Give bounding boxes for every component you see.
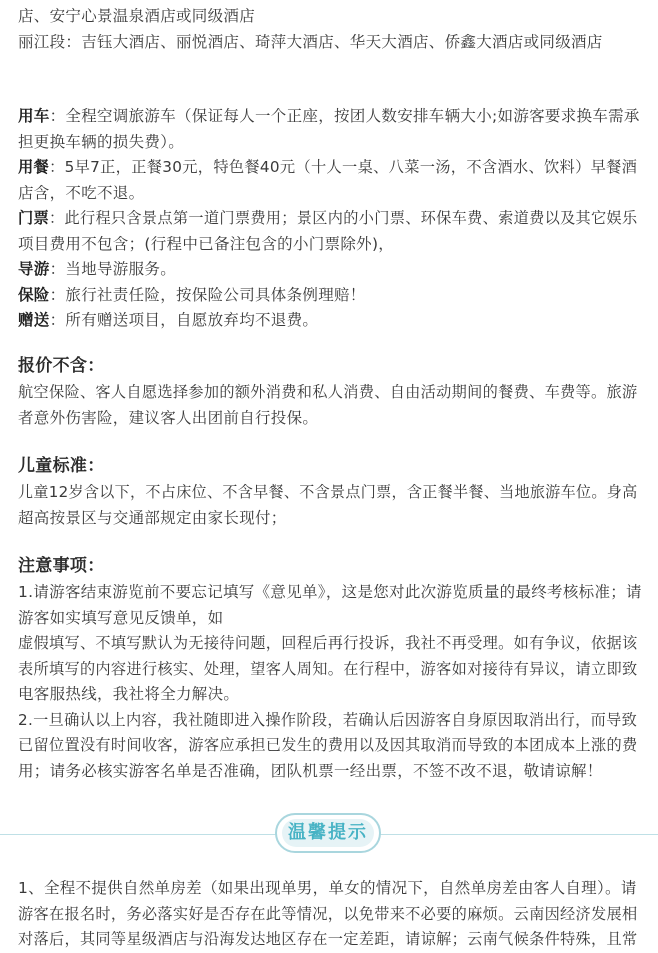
children-line-2: 超高按景区与交通部规定由家长现付；: [18, 508, 287, 527]
notes-list: [18, 580, 644, 784]
note-2-line-2: 已留位置没有时间收客，游客应承担已发生的费用以及因其取消而导致的本团成本上涨的费: [18, 736, 638, 754]
excluded-line-1: 航空保险、客人自愿选择参加的额外消费和私人消费、自由活动期间的餐费、车费等。旅游: [18, 383, 638, 401]
meals-text-1: ：5早7正，正餐30元，特色餐40元（十人一桌、八菜一汤，不含酒水、饮料）早餐酒: [49, 158, 638, 176]
meals-line-1: [18, 155, 644, 181]
hotel-line-lijiang: 丽江段：吉钰大酒店、丽悦酒店、琦萍大酒店、华天大酒店、侨鑫大酒店或同级酒店: [18, 32, 603, 51]
excluded-heading: 报价不含：: [18, 356, 105, 376]
hotel-line-1: 店、安宁心景温泉酒店或同级酒店: [18, 7, 256, 25]
tips-text: [18, 876, 644, 953]
children-text: [18, 480, 644, 531]
insurance-term: 保险: [18, 285, 50, 304]
included-services: [18, 104, 644, 334]
excluded-line-2: 者意外伤害险，建议客人出团前自行投保。: [18, 408, 319, 427]
tips-divider: [0, 810, 658, 858]
transport-term: 用车: [18, 107, 50, 125]
excluded-text: [18, 380, 644, 431]
note-1-line-1: 1.请游客结束游览前不要忘记填写《意见单》，这是您对此次游览质量的最终考核标准；请: [18, 583, 642, 601]
note-1-line-2: 游客如实填写意见反馈单，如: [18, 608, 224, 627]
guide-line: [18, 257, 644, 283]
gifts-term: 赠送: [18, 311, 50, 329]
tips-line-3: 对落后，其同等星级酒店与沿海发达地区存在一定差距，请谅解；云南气候条件特殊，且常: [18, 930, 638, 948]
meals-term: 用餐: [18, 158, 50, 176]
note-2-line-1: 2.一旦确认以上内容，我社随即进入操作阶段，若确认后因游客自身原因取消出行，而导致: [18, 710, 638, 729]
tickets-line-2: 项目费用不包含；(行程中已备注包含的小门票除外)，: [18, 234, 395, 253]
notes-heading: 注意事项：: [18, 556, 105, 576]
tips-badge-label: 温馨提示: [282, 819, 374, 847]
transport-line-2: 担更换车辆的损失费）。: [18, 132, 185, 151]
guide-term: 导游: [18, 260, 50, 278]
children-line-1: 儿童12岁含以下，不占床位、不含早餐、不含景点门票，含正餐半餐、当地旅游车位。身高: [18, 483, 638, 501]
meals-line-2: 店含，不吃不退。: [18, 183, 145, 202]
transport-text-1: ：全程空调旅游车（保证每人一个正座，按团人数安排车辆大小;如游客要求换车需承: [49, 107, 640, 125]
tickets-text-1: ：此行程只含景点第一道门票费用；景区内的小门票、环保车费、索道费以及其它娱乐: [48, 209, 638, 227]
tips-line-2: 游客在报名时，务必落实好是否存在此等情况，以免带来不必要的麻烦。云南因经济发展相: [18, 904, 638, 923]
transport-line-1: [18, 104, 644, 130]
note-1-line-4: 表所填写的内容进行核实、处理，望客人周知。在行程中，游客如对接待有异议，请立即致: [18, 659, 638, 678]
tips-badge: [275, 813, 381, 853]
insurance-text: ：旅行社责任险，按保险公司具体条例理赔！: [49, 285, 366, 304]
guide-text: ：当地导游服务。: [49, 260, 177, 278]
tickets-line-1: [18, 206, 644, 232]
tips-line-1: 1、全程不提供自然单房差（如果出现单男，单女的情况下，自然单房差由客人自理）。请: [18, 879, 637, 897]
note-1-line-3: 虚假填写、不填写默认为无接待问题，回程后再行投诉，我社不再受理。如有争议，依据该: [18, 634, 638, 652]
note-2-line-3: 用；请务必核实游客名单是否准确，团队机票一经出票，不签不改不退，敬请谅解！: [18, 761, 603, 780]
gifts-line: [18, 308, 644, 334]
gifts-text: ：所有赠送项目，自愿放弃均不退费。: [49, 311, 319, 329]
note-1-line-5: 电客服热线，我社将全力解决。: [18, 685, 240, 703]
insurance-line: [18, 283, 644, 309]
tickets-term: 门票: [18, 209, 49, 227]
children-heading: 儿童标准：: [18, 456, 105, 476]
hotel-list: [18, 4, 644, 55]
